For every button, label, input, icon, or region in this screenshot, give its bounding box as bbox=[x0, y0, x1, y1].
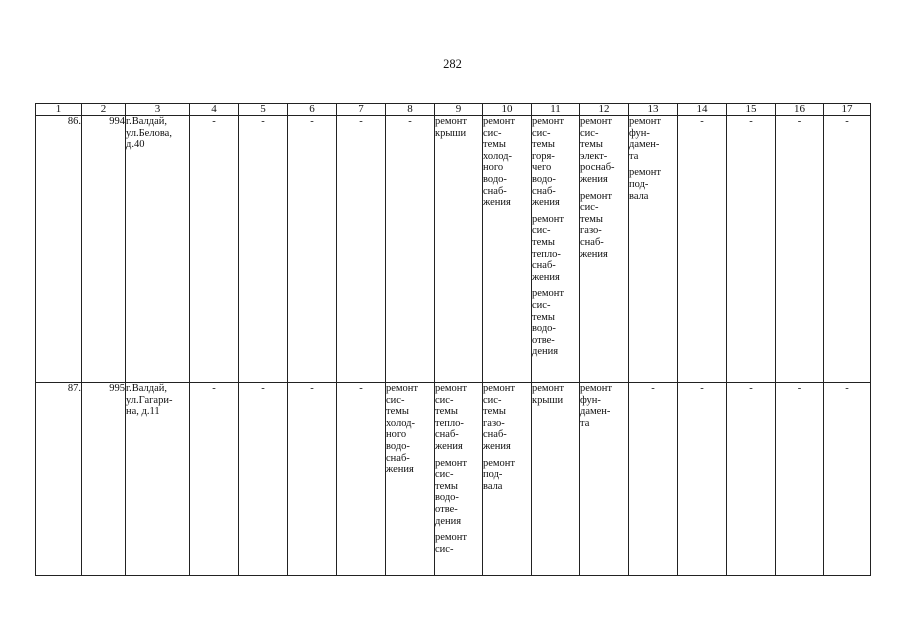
address-cell bbox=[126, 116, 190, 383]
table-cell: - bbox=[678, 116, 727, 383]
work-cell bbox=[483, 116, 532, 383]
work-item: ремонт под- вала bbox=[629, 167, 662, 202]
repair-schedule-table bbox=[35, 103, 871, 576]
address-text: г.Валдай, ул.Белова, д.40 bbox=[126, 116, 172, 151]
work-item: ремонт крыши bbox=[435, 116, 468, 139]
address-cell bbox=[126, 383, 190, 576]
row-number: 86. bbox=[36, 116, 82, 383]
table-cell: - bbox=[727, 383, 776, 576]
column-header: 8 bbox=[386, 104, 435, 116]
column-header: 4 bbox=[190, 104, 239, 116]
table-cell: - bbox=[337, 383, 386, 576]
table-cell: - bbox=[824, 383, 871, 576]
work-item: ремонт сис- темы горя- чего водо- снаб- жения bbox=[532, 116, 565, 209]
work-item: ремонт сис- темы водо- отве- дения bbox=[532, 288, 565, 358]
work-item: ремонт под- вала bbox=[483, 457, 516, 492]
work-cell bbox=[580, 116, 629, 383]
table-cell: - bbox=[776, 383, 824, 576]
column-header: 16 bbox=[776, 104, 824, 116]
column-header: 11 bbox=[532, 104, 580, 116]
work-cell bbox=[532, 116, 580, 383]
work-item: ремонт сис- темы газо- снаб- жения bbox=[483, 383, 516, 452]
work-item: ремонт сис- темы тепло- снаб- жения bbox=[435, 383, 468, 452]
work-item: ремонт сис- темы элект- роснаб- жения bbox=[580, 116, 615, 185]
column-header: 14 bbox=[678, 104, 727, 116]
column-header: 6 bbox=[288, 104, 337, 116]
table-cell: - bbox=[190, 116, 239, 383]
table-cell: - bbox=[678, 383, 727, 576]
work-cell bbox=[386, 383, 435, 576]
table-cell: - bbox=[288, 383, 337, 576]
work-item: ремонт сис- темы холод- ного водо- снаб- жения bbox=[386, 383, 419, 476]
column-header: 1 bbox=[36, 104, 82, 116]
work-item: ремонт сис- темы холод- ного водо- снаб- жения bbox=[483, 116, 516, 209]
table-cell: - bbox=[239, 116, 288, 383]
column-header: 10 bbox=[483, 104, 532, 116]
page-number: 282 bbox=[443, 57, 462, 71]
work-item: ремонт сис- темы водо- отве- дения bbox=[435, 457, 468, 527]
work-cell bbox=[629, 116, 678, 383]
table-cell: - bbox=[239, 383, 288, 576]
column-header: 3 bbox=[126, 104, 190, 116]
row-number: 87. bbox=[36, 383, 82, 576]
column-header: 9 bbox=[435, 104, 483, 116]
work-cell bbox=[580, 383, 629, 576]
work-cell bbox=[532, 383, 580, 576]
table-cell: - bbox=[190, 383, 239, 576]
table-cell: - bbox=[727, 116, 776, 383]
column-header: 12 bbox=[580, 104, 629, 116]
building-id: 994 bbox=[82, 116, 126, 383]
work-item: ремонт сис- темы тепло- снаб- жения bbox=[532, 213, 565, 283]
table-cell: - bbox=[776, 116, 824, 383]
table-cell: - bbox=[824, 116, 871, 383]
building-id: 995 bbox=[82, 383, 126, 576]
column-header: 2 bbox=[82, 104, 126, 116]
work-cell bbox=[435, 383, 483, 576]
column-header: 15 bbox=[727, 104, 776, 116]
table-cell: - bbox=[337, 116, 386, 383]
address-text: г.Валдай, ул.Гагари- на, д.11 bbox=[126, 383, 173, 418]
work-item: ремонт сис- темы газо- снаб- жения bbox=[580, 190, 613, 260]
table-cell: - bbox=[288, 116, 337, 383]
column-header: 7 bbox=[337, 104, 386, 116]
work-item: ремонт фун- дамен- та bbox=[580, 383, 613, 429]
work-item: ремонт фун- дамен- та bbox=[629, 116, 662, 162]
column-header: 5 bbox=[239, 104, 288, 116]
table-cell: - bbox=[386, 116, 435, 383]
work-cell bbox=[435, 116, 483, 383]
table-row bbox=[36, 383, 871, 576]
table-cell: - bbox=[629, 383, 678, 576]
work-item: ремонт сис- bbox=[435, 532, 468, 555]
work-item: ремонт крыши bbox=[532, 383, 565, 406]
work-cell bbox=[483, 383, 532, 576]
table-row bbox=[36, 116, 871, 383]
column-number-row bbox=[36, 104, 871, 116]
column-header: 17 bbox=[824, 104, 871, 116]
column-header: 13 bbox=[629, 104, 678, 116]
